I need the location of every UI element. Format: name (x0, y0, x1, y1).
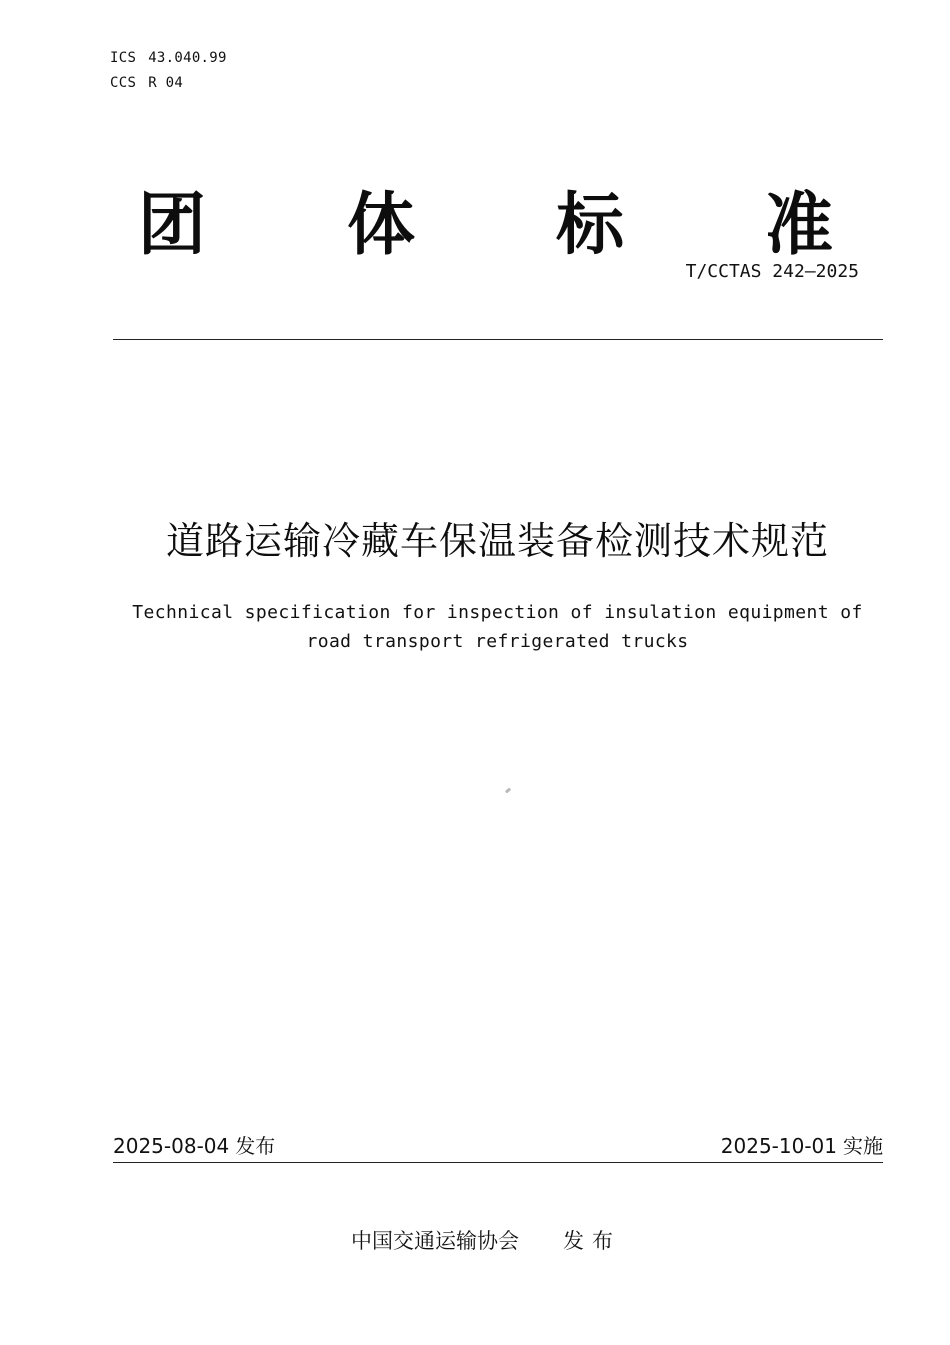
english-title (100, 598, 895, 656)
publisher-action: 发布 (563, 1229, 621, 1253)
publisher-name: 中国交通运输协会 (351, 1229, 519, 1253)
standard-type-char: 标 (555, 186, 624, 265)
ccs-row (110, 71, 227, 96)
standard-number: T/CCTAS 242—2025 (685, 261, 859, 282)
effective-date: 2025-10-01 (720, 1134, 837, 1158)
issue-label: 发布 (235, 1134, 276, 1158)
header-divider (113, 339, 883, 340)
ics-row (110, 46, 227, 71)
footer-divider (113, 1162, 883, 1163)
scan-speck (505, 787, 512, 793)
effective-date-group (721, 1133, 883, 1159)
date-row (113, 1133, 883, 1159)
ccs-code: R 04 (148, 75, 184, 91)
english-title-line: road transport refrigerated trucks (306, 631, 689, 652)
english-title-line: Technical specification for inspection of insulation equipment of (132, 602, 863, 623)
effective-label: 实施 (843, 1134, 883, 1158)
standard-type-char: 团 (138, 186, 207, 265)
issue-date: 2025-08-04 (113, 1134, 230, 1158)
ics-code: 43.040.99 (148, 50, 227, 66)
standard-type-char: 准 (764, 186, 833, 265)
standard-type-char: 体 (346, 186, 415, 265)
ccs-label: CCS (110, 75, 137, 91)
standard-type-heading (138, 186, 833, 266)
issue-date-group (113, 1133, 275, 1159)
classification-codes (110, 46, 227, 96)
publisher-line (0, 1227, 950, 1255)
chinese-title: 道路运输冷藏车保温装备检测技术规范 (165, 519, 829, 563)
ics-label: ICS (110, 50, 137, 66)
